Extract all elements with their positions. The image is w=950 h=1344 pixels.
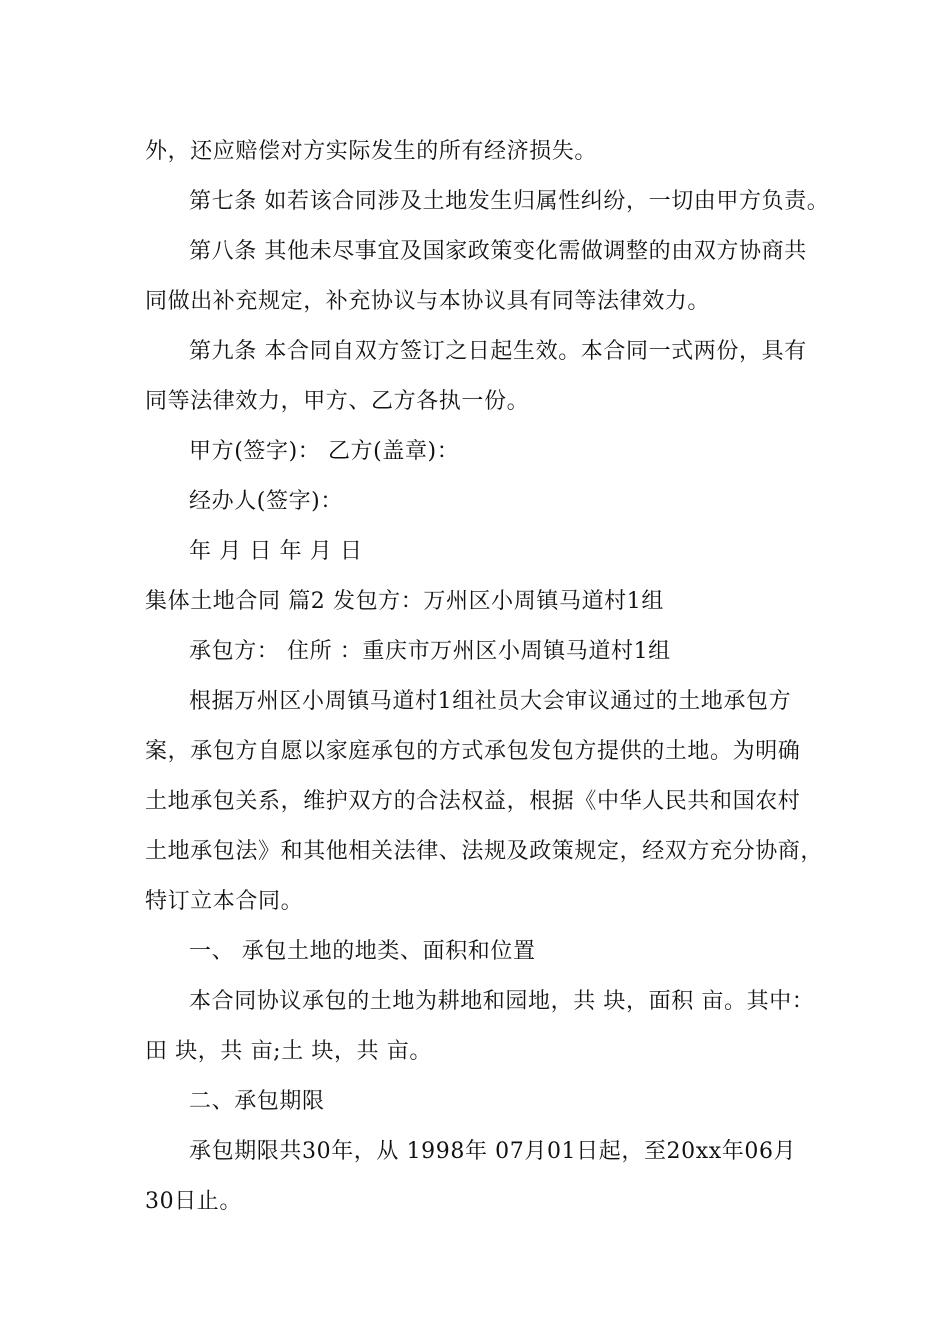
text-line: 同等法律效力，甲方、乙方各执一份。	[145, 389, 530, 414]
text-line: 特订立本合同。	[145, 889, 304, 914]
section-heading: 集体土地合同 篇2 发包方：万州区小周镇马道村1组	[145, 589, 664, 614]
signature-party-line: 甲方(签字)： 乙方(盖章)：	[189, 439, 460, 464]
text-line: 外，还应赔偿对方实际发生的所有经济损失。	[145, 139, 598, 164]
text-line: 同做出补充规定，补充协议与本协议具有同等法律效力。	[145, 289, 711, 314]
signature-agent-line: 经办人(签字)：	[189, 489, 343, 514]
article-9: 第九条 本合同自双方签订之日起生效。本合同一式两份，具有	[189, 339, 807, 364]
text-line: 30日止。	[145, 1189, 242, 1214]
text-line: 田 块，共 亩;土 块，共 亩。	[145, 1039, 432, 1064]
text-line: 土地承包关系，维护双方的合法权益，根据《中华人民共和国农村	[145, 789, 801, 814]
contractor-line: 承包方： 住所 ：重庆市万州区小周镇马道村1组	[189, 639, 671, 664]
article-7: 第七条 如若该合同涉及土地发生归属性纠纷，一切由甲方负责。	[189, 189, 830, 214]
date-line: 年 月 日 年 月 日	[189, 539, 363, 564]
preamble-paragraph: 根据万州区小周镇马道村1组社员大会审议通过的土地承包方	[189, 689, 792, 714]
clause-1-paragraph: 本合同协议承包的土地为耕地和园地，共 块，面积 亩。其中：	[189, 989, 815, 1014]
article-8: 第八条 其他未尽事宜及国家政策变化需做调整的由双方协商共	[189, 239, 807, 264]
clause-heading-1: 一、 承包土地的地类、面积和位置	[189, 939, 536, 964]
text-line: 案，承包方自愿以家庭承包的方式承包发包方提供的土地。为明确	[145, 739, 801, 764]
text-line: 土地承包法》和其他相关法律、法规及政策规定，经双方充分协商，	[145, 839, 824, 864]
clause-heading-2: 二、承包期限	[189, 1089, 325, 1114]
clause-2-paragraph: 承包期限共30年，从 1998年 07月01日起，至20xx年06月	[189, 1139, 797, 1164]
